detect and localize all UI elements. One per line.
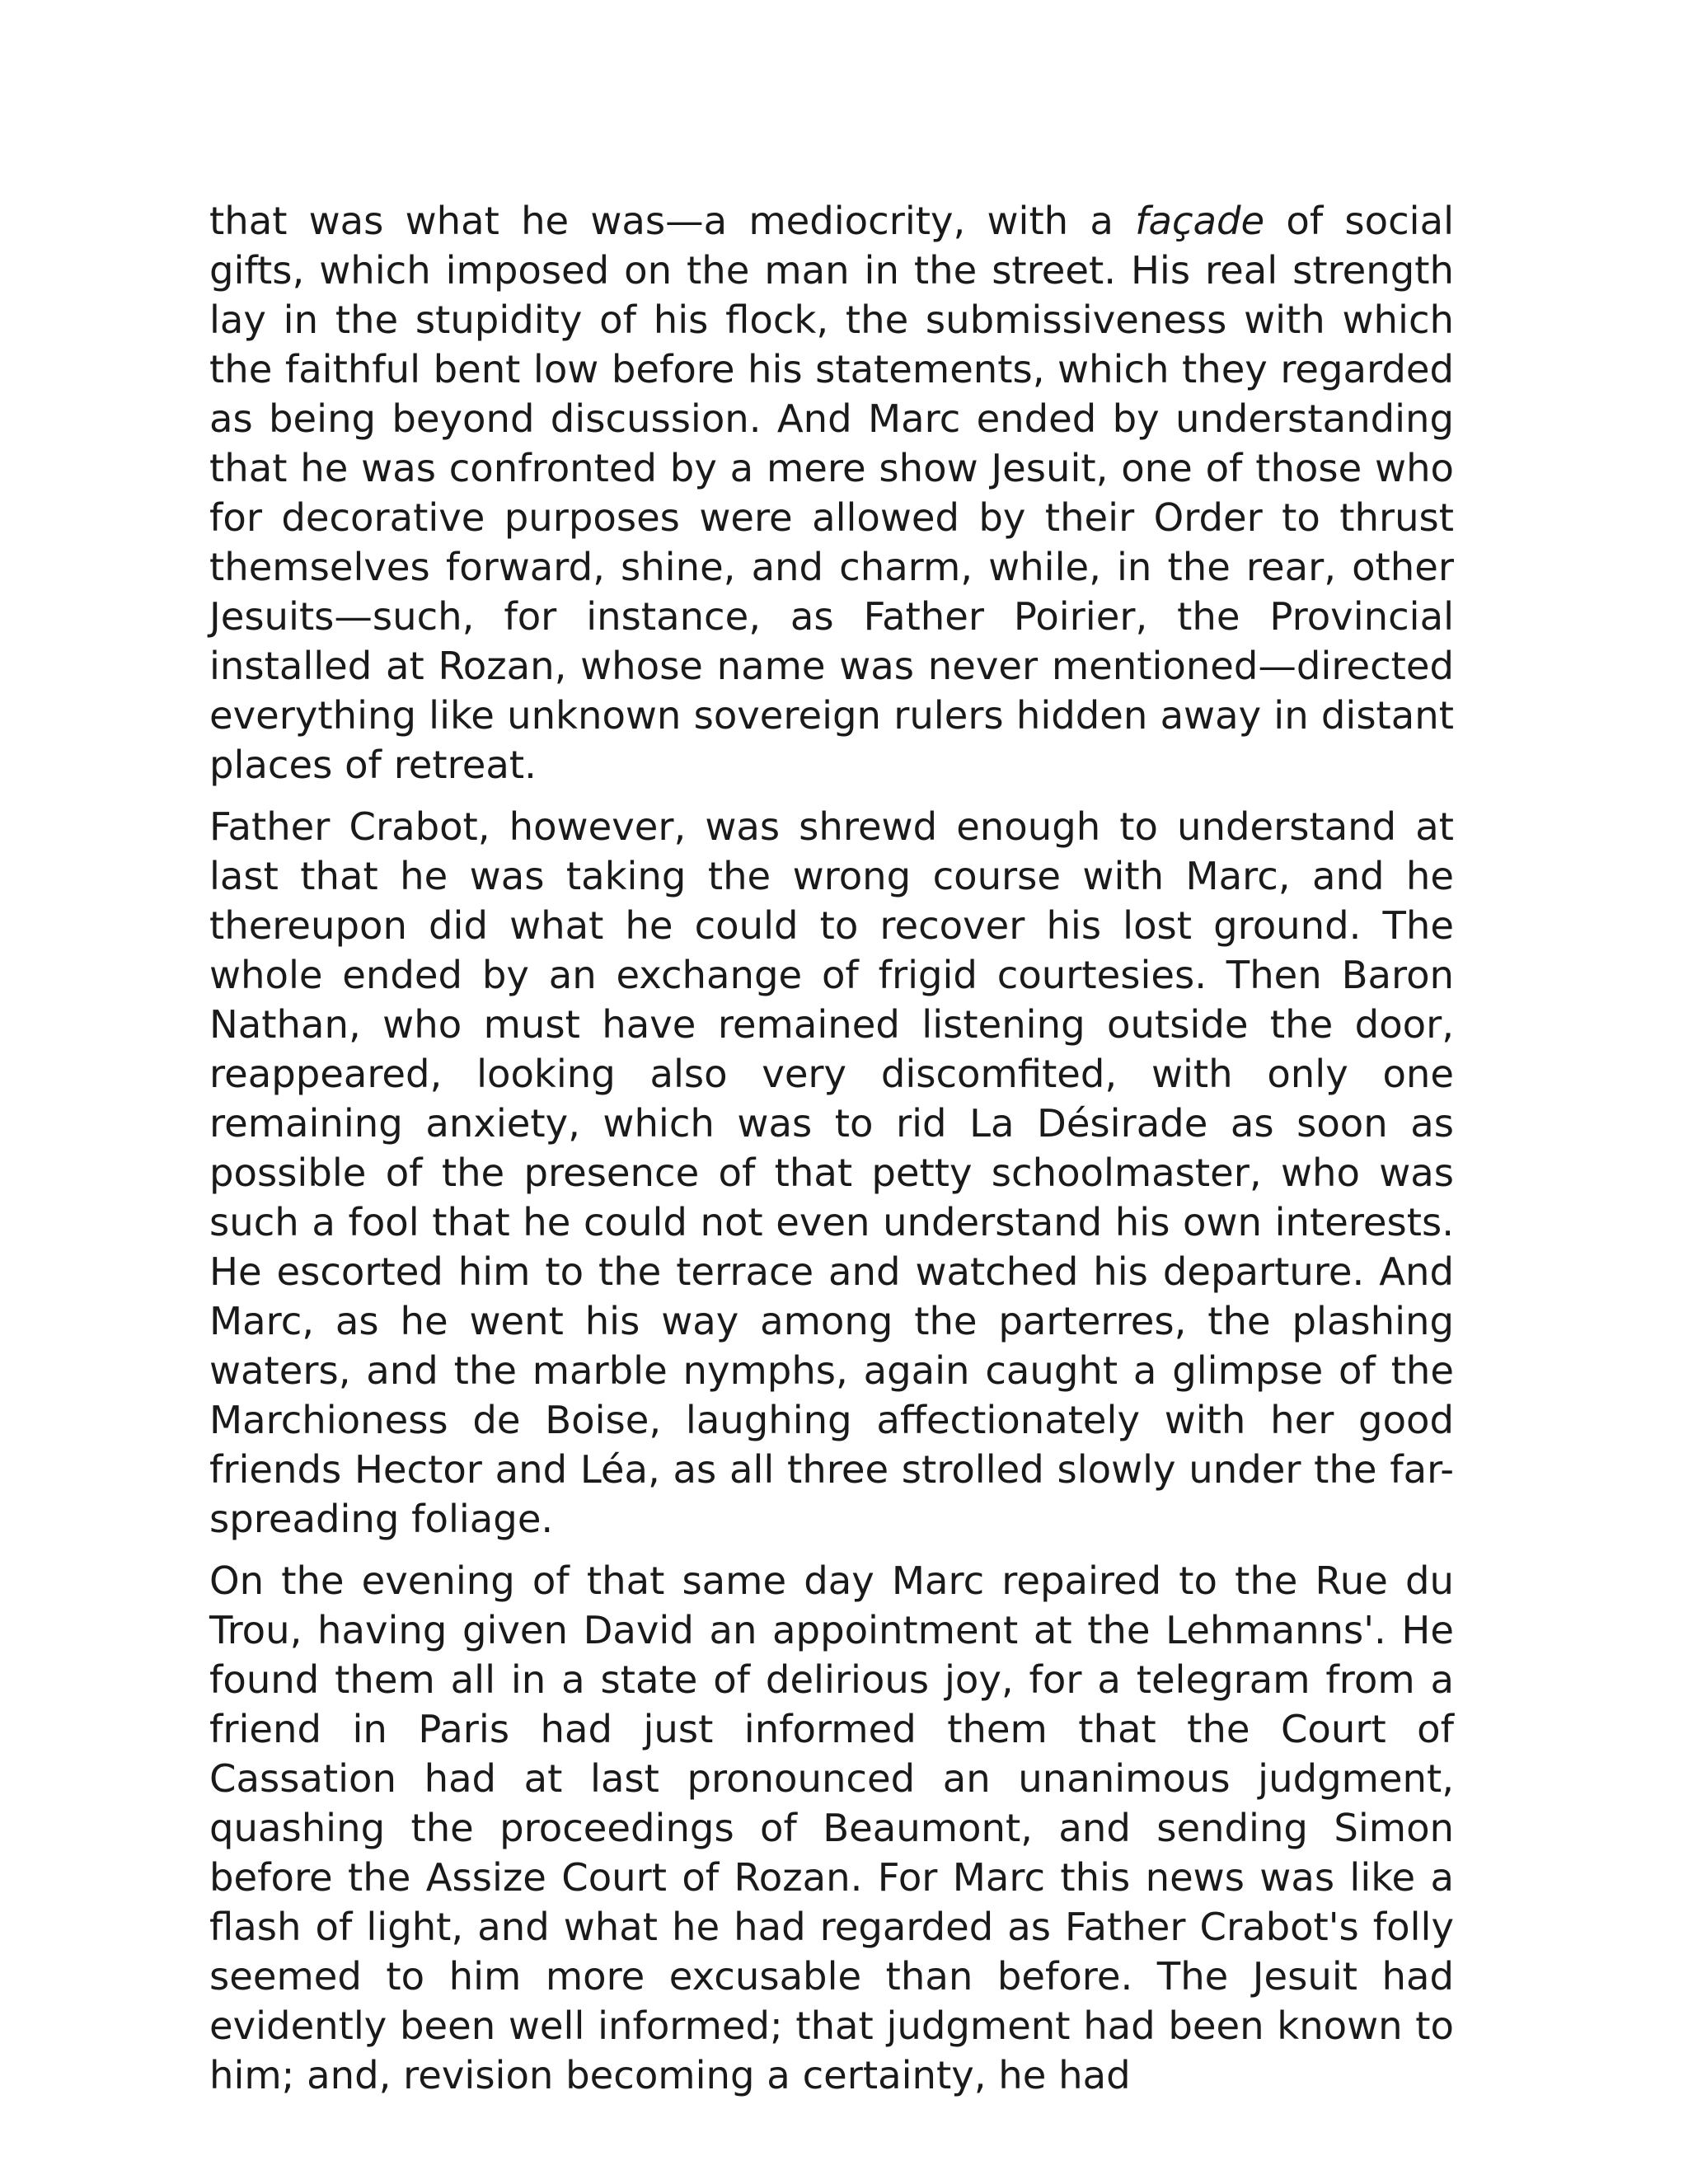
paragraph-2: Father Crabot, however, was shrewd enough to understand at last that he was taking the wrong course with Marc, and he thereupon did what he could to recover his lost ground. The whole ended by an exchange of frigid courtesies. Then Baron Nathan, who must have remained listening outside the door, reappeared, looking also very discomfited, with only one remaining anxiety, which was to rid La Désirade as soon as possible of the presence of that petty schoolmaster, who was such a fool that he could not even understand his own interests. He escorted him to the terrace and watched his departure. And Marc, as he went his way among the parterres, the plashing waters, and the marble nymphs, again caught a glimpse of the Marchioness de Boise, laughing affectionately with her good friends Hector and Léa, as all three strolled slowly under the far-spreading foliage. [209,804,1454,1541]
paragraph-1 [209,196,1454,790]
paragraph-3: On the evening of that same day Marc repaired to the Rue du Trou, having given David an appointment at the Lehmanns'. He found them all in a state of delirious joy, for a telegram from a friend in Paris had just informed them that the Court of Cassation had at last pronounced an unanimous judgment, quashing the proceedings of Beaumont, and sending Simon before the Assize Court of Rozan. For Marc this news was like a flash of light, and what he had regarded as Father Crabot's folly seemed to him more excusable than before. The Jesuit had evidently been well informed; that judgment had been known to him; and, revision becoming a certainty, he had [209,1558,1454,2097]
page-body [209,196,1454,2112]
paragraph-1-emphasis: façade [1135,199,1265,243]
paragraph-1-before: that was what he was—a mediocrity, with a [209,199,1136,243]
paragraph-1-after: of social gifts, which imposed on the man in the street. His real strength lay in the stupidity of his flock, the submissiveness with which the faithful bent low before his statements, which they regarded as being beyond discussion. And Marc ended by understanding that he was confronted by a mere show Jesuit, one of those who for decorative purposes were allowed by their Order to thrust themselves forward, shine, and charm, while, in the rear, other Jesuits—such, for instance, as Father Poirier, the Provincial installed at Rozan, whose name was never mentioned—directed everything like unknown sovereign rulers hidden away in distant places of retreat. [209,199,1454,787]
